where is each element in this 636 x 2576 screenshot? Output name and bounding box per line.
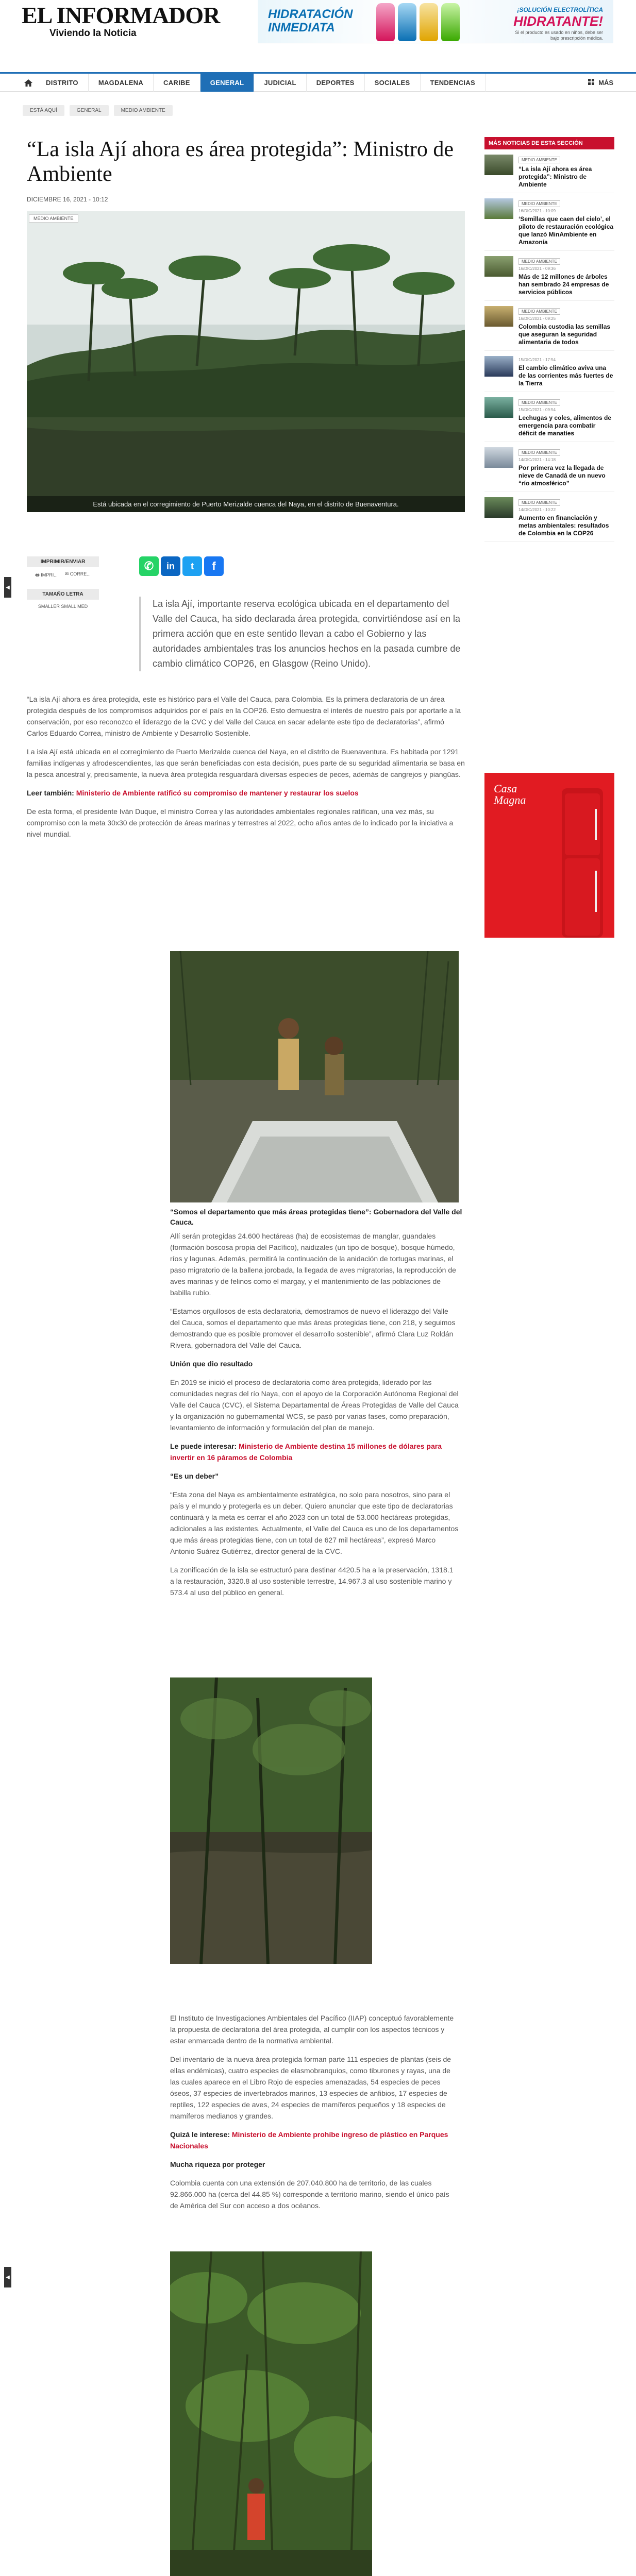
font-size-options[interactable] — [27, 604, 99, 609]
fridge-brand-2: Magna — [494, 793, 526, 806]
nav-item-sociales[interactable]: SOCIALES — [365, 74, 421, 92]
header-spacer — [0, 45, 636, 72]
nav-item-tendencias[interactable]: TENDENCIAS — [421, 74, 486, 92]
news-thumbnail — [484, 306, 513, 327]
news-tag: MEDIO AMBIENTE — [518, 399, 560, 406]
ad-headline-1: HIDRATACIÓN — [268, 7, 353, 21]
article-body-1 — [27, 693, 465, 847]
main-nav — [0, 72, 636, 92]
twitter-icon[interactable]: t — [182, 556, 202, 576]
read-also-prefix: Le puede interesar: — [170, 1442, 237, 1450]
news-title: El cambio climático aviva una de las corrientes más fuertes de la Tierra — [518, 364, 613, 387]
nav-item-deportes[interactable]: DEPORTES — [307, 74, 365, 92]
nav-item-caribe[interactable]: CARIBE — [154, 74, 200, 92]
sidebar-news-item[interactable] — [484, 193, 614, 251]
photo-boat — [170, 951, 459, 1202]
ad-bottle-image — [420, 3, 438, 41]
read-also-link[interactable]: Ministerio de Ambiente destina 15 millones de dólares para invertir en 16 páramos de Colombia — [170, 1442, 442, 1462]
read-also-2 — [170, 1440, 459, 1463]
news-thumbnail — [484, 198, 513, 219]
read-also-link[interactable]: Ministerio de Ambiente prohíbe ingreso de plástico en Parques Nacionales — [170, 2130, 448, 2150]
nav-item-general[interactable]: GENERAL — [200, 74, 255, 92]
article-photo-1 — [170, 951, 459, 1202]
ad-bottle-image — [376, 3, 395, 41]
news-thumbnail — [484, 256, 513, 277]
breadcrumb — [23, 105, 173, 116]
ad-right-line-2: HIDRATANTE! — [513, 13, 603, 29]
paragraph: En 2019 se inició el proceso de declaratoria como área protegida, liderado por las comunidades negras del río Naya, con el apoyo de la Corporación Autónoma Regional del Valle del Cauca (CVC), el Sistema Departamental de Áreas Protegidas de Valle del Cauca y la organización no gubernamental WCS, se pasó por varias fases, como preparación, levantamiento de información y formulación del plan de manejo. — [170, 1378, 459, 1432]
hero-image — [27, 211, 465, 512]
share-row-top — [139, 556, 224, 576]
read-also-prefix: Leer también: — [27, 789, 74, 797]
photo-jungle-person — [170, 2251, 372, 2576]
font-size-label: SMALLER SMALL MED — [38, 604, 88, 609]
news-date: 14/DIC/2021 - 14:18 — [518, 457, 556, 462]
news-title: Más de 12 millones de árboles han sembrado 24 empresas de servicios públicos — [518, 273, 609, 296]
article-body-3 — [170, 2012, 459, 2218]
news-title: ‘Semillas que caen del cielo’, el piloto de restauración ecológica que lanzó MinAmbiente en Amazonía — [518, 215, 614, 246]
news-title: Aumento en financiación y metas ambientales: resultados de Colombia en la COP26 — [518, 514, 609, 537]
news-date: 15/DIC/2021 - 09:54 — [518, 408, 556, 412]
subhead-text: “Es un deber” — [170, 1472, 219, 1480]
side-floating-tab[interactable]: ◀ — [4, 2267, 11, 2287]
subhead-union — [170, 1358, 459, 1369]
article — [27, 137, 465, 512]
ad-bottle-image — [441, 3, 460, 41]
news-date: 15/DIC/2021 - 17:54 — [518, 358, 556, 362]
subhead-riqueza — [170, 2159, 459, 2170]
home-icon[interactable] — [21, 74, 36, 92]
logo-name: EL INFORMADOR — [22, 2, 220, 28]
email-button[interactable]: ✉ CORRE... — [64, 571, 91, 577]
article-date: DICIEMBRE 16, 2021 - 10:12 — [27, 196, 108, 203]
news-tag: MEDIO AMBIENTE — [518, 308, 560, 315]
news-title: Colombia custodia las semillas que aseguran la seguridad alimentaria de todos — [518, 323, 611, 346]
news-thumbnail — [484, 155, 513, 175]
sidebar-news-item[interactable] — [484, 442, 614, 492]
paragraph: Allí serán protegidas 24.600 hectáreas (ha) de ecosistemas de manglar, guandales (formación boscosa propia del Pacífico), naidizales (un tipo de bosque), bosque húmedo, ríos y lagunas. Además, permitirá la continuación de la anidación de tortugas marinas, el paso migratorio de la ballena jorobada, la llegada de aves migratorias, la reproducción de aves marinas y de felinos como el margay, y el mantenimiento de las poblaciones de babilla rubio. — [170, 1232, 456, 1297]
paragraph: Del inventario de la nueva área protegida forman parte 111 especies de plantas (seis de ellas endémicas), cuatro especies de elasmobranquios, como tiburones y rayas, una de las cuales aparece en el Libro Rojo de especies amenazadas, 54 especies de peces óseos, 37 especies de invertebrados marinos, 13 especies de anfibios, 17 especies de reptiles, 122 especies de aves, 24 especies de mamíferos pequeños y 18 especies de mamíferos medianos y grandes. — [170, 2055, 451, 2120]
hero-photo — [27, 211, 465, 512]
news-date: 14/DIC/2021 - 10:22 — [518, 507, 556, 512]
paragraph: “La isla Ají ahora es área protegida, este es histórico para el Valle del Cauca, para Colombia. Es la primera declaratoria de un área protegida después de los compromisos adquiridos por el país en la COP26. Esto demuestra el interés de nuestro país por aportarle a la conservación, por eso reconozco el liderazgo de la CVC y del Valle del Cauca en sacar adelante este tipo de declaratorias”, afirmó Carlos Eduardo Correa, ministro de Ambiente y Desarrollo Sostenible. — [27, 695, 461, 737]
paragraph: El Instituto de Investigaciones Ambientales del Pacífico (IIAP) conceptuó favorablemente la propuesta de declaratoria del área protegida, al cumplir con los aspectos técnicos y estar enmarcada dentro de la normativa ambiental. — [170, 2014, 454, 2045]
breadcrumb-here: ESTÁ AQUÍ — [23, 105, 64, 116]
ad-headline-2: INMEDIATA — [268, 21, 335, 35]
breadcrumb-medio-ambiente[interactable]: MEDIO AMBIENTE — [114, 105, 173, 116]
read-also-1 — [27, 787, 465, 799]
fridge-brand-1: Casa — [494, 782, 517, 795]
news-tag: MEDIO AMBIENTE — [518, 157, 560, 163]
article-tools — [27, 556, 99, 614]
sidebar — [484, 137, 614, 542]
read-also-3 — [170, 2129, 459, 2151]
linkedin-icon[interactable]: in — [161, 556, 180, 576]
subhead-text: Mucha riqueza por proteger — [170, 2160, 265, 2168]
news-date: 16/DIC/2021 - 09:36 — [518, 266, 556, 271]
photo-river-forest — [170, 1677, 372, 1964]
news-thumbnail — [484, 497, 513, 518]
hero-caption: Está ubicada en el corregimiento de Puerto Merizalde cuenca del Naya, en el distrito de Buenaventura. — [27, 496, 465, 512]
site-header — [0, 0, 636, 45]
site-logo[interactable] — [22, 2, 220, 39]
news-title: Lechugas y coles, alimentos de emergencia para combatir déficit de manatíes — [518, 414, 612, 437]
side-floating-tab[interactable]: ◀ — [4, 577, 11, 598]
print-label: IMPRI... — [41, 572, 58, 578]
logo-tagline: Viviendo la Noticia — [49, 28, 137, 39]
paragraph: De esta forma, el presidente Iván Duque, el ministro Correa y las autoridades ambientales regionales ratifican, una vez más, su compromiso con la meta 30x30 de protección de áreas marinas y terrestres al 2022, ocho años antes de lo indicado por la iniciativa a nivel mundial. — [27, 807, 454, 838]
news-title: “La isla Ají ahora es área protegida”: Ministro de Ambiente — [518, 165, 592, 188]
breadcrumb-general[interactable]: GENERAL — [70, 105, 109, 116]
ad-bottle-image — [398, 3, 416, 41]
nav-item-distrito[interactable]: DISTRITO — [36, 74, 89, 92]
category-tag[interactable]: MEDIO AMBIENTE — [29, 214, 78, 223]
article-photo-2 — [170, 1677, 372, 1964]
paragraph: Colombia cuenta con una extensión de 207.040.800 ha de territorio, de las cuales 92.866.000 ha (cerca del 44.85 %) corresponde a territorio marino, siendo el único país de América del Sur con acceso a dos océanos. — [170, 2179, 449, 2210]
nav-more-button[interactable] — [588, 74, 613, 92]
sidebar-heading: MÁS NOTICIAS DE ESTA SECCIÓN — [484, 137, 614, 149]
news-tag: MEDIO AMBIENTE — [518, 200, 560, 207]
article-body-2 — [170, 1230, 459, 1605]
sidebar-news-item[interactable] — [484, 351, 614, 392]
news-tag: MEDIO AMBIENTE — [518, 449, 560, 456]
article-photo-3 — [170, 2251, 372, 2576]
whatsapp-icon[interactable]: ✆ — [139, 556, 159, 576]
nav-item-magdalena[interactable]: MAGDALENA — [89, 74, 154, 92]
sidebar-news-item[interactable] — [484, 301, 614, 351]
read-also-link[interactable]: Ministerio de Ambiente ratificó su compromiso de mantener y restaurar los suelos — [76, 789, 359, 797]
photo-1-caption: “Somos el departamento que más áreas protegidas tiene”: Gobernadora del Valle del Cauca. — [170, 1208, 462, 1226]
sidebar-news-item[interactable] — [484, 392, 614, 442]
nav-item-judicial[interactable]: JUDICIAL — [254, 74, 306, 92]
font-size-head: TAMAÑO LETRA — [27, 589, 99, 600]
read-also-prefix: Quizá le interese: — [170, 2130, 230, 2139]
ad-disclaimer: Si el producto es usado en niños, debe ser bajo prescripción médica. — [515, 30, 603, 41]
ad-right-line-1: ¡SOLUCIÓN ELECTROLÍTICA — [517, 6, 603, 13]
subhead-deber — [170, 1470, 459, 1482]
email-label: CORRE... — [70, 571, 91, 577]
news-thumbnail — [484, 356, 513, 377]
grid-icon — [588, 79, 594, 87]
top-banner-ad[interactable] — [258, 0, 613, 43]
news-title: Por primera vez la llegada de nieve de Canadá de un nuevo “río atmosférico” — [518, 464, 606, 487]
nav-more-label: MÁS — [598, 79, 613, 87]
sidebar-news-item[interactable] — [484, 492, 614, 542]
news-tag: MEDIO AMBIENTE — [518, 499, 560, 506]
subhead-text: Unión que dio resultado — [170, 1360, 253, 1368]
sidebar-news-item[interactable] — [484, 149, 614, 193]
news-thumbnail — [484, 397, 513, 418]
paragraph: “Estamos orgullosos de esta declaratoria, demostramos de nuevo el liderazgo del Valle del Cauca, somos el departamento que más áreas protegidas tiene, con 218, y seguimos demostrando que es posible promover el desarrollo sostenible”, afirmó Clara Luz Roldán Rivera, gobernadora del Valle del Cauca. — [170, 1307, 456, 1349]
sidebar-fridge-ad[interactable] — [484, 773, 614, 938]
sidebar-news-item[interactable] — [484, 251, 614, 301]
news-date: 16/DIC/2021 - 10:09 — [518, 209, 556, 213]
fridge-ad-brand — [494, 783, 526, 806]
news-tag: MEDIO AMBIENTE — [518, 258, 560, 265]
news-date: 16/DIC/2021 - 09:25 — [518, 316, 556, 321]
paragraph: La zonificación de la isla se estructuró para destinar 4420.5 ha a la preservación, 1318.1 a la restauración, 3320.8 al uso sostenible terrestre, 14.967.3 al uso sostenible marino y 573.4 al uso del público en general. — [170, 1566, 454, 1597]
article-title: “La isla Ají ahora es área protegida”: Ministro de Ambiente — [27, 138, 454, 186]
paragraph: “Esta zona del Naya es ambientalmente estratégica, no solo para nosotros, sino para el país y el mundo y protegerla es un deber. Quiero anunciar que este tipo de declaratorias continuará y la meta es cerrar el año 2023 con un total de 53.000 hectáreas protegidas, adicionales a las existentes. Actualmente, el Valle del Cauca es uno de los departamentos que más áreas protegidas tiene, con un total de 627 mil hectáreas”, expresó Marco Antonio Suárez Gutiérrez, director general de la CVC. — [170, 1490, 459, 1555]
paragraph: La isla Ají está ubicada en el corregimiento de Puerto Merizalde cuenca del Naya, en el distrito de Buenaventura. Es habitada por 1291 familias indígenas y afrodescendientes, las que serán beneficiadas con esta decisión, pues parte de su seguridad alimentaria se basa en la pesca ancestral y, precisamente, la nueva área protegida resguardará diversas especies de peces, además de cangrejos y piangüas. — [27, 748, 465, 778]
facebook-icon[interactable]: f — [204, 556, 224, 576]
print-send-head: IMPRIMIR/ENVIAR — [27, 556, 99, 567]
news-thumbnail — [484, 447, 513, 468]
article-lead: La isla Ají, importante reserva ecológica ubicada en el departamento del Valle del Cauca, ha sido declarada área protegida, convirtiéndose así en la primera acción que en este sentido llevan a cabo el Gobierno y las autoridades ambientales tras los anuncios hechos en la pasada cumbre de cambio climático COP26, en Glasgow (Reino Unido). — [139, 597, 465, 671]
print-button[interactable]: 🖶 IMPRI... — [35, 572, 58, 578]
